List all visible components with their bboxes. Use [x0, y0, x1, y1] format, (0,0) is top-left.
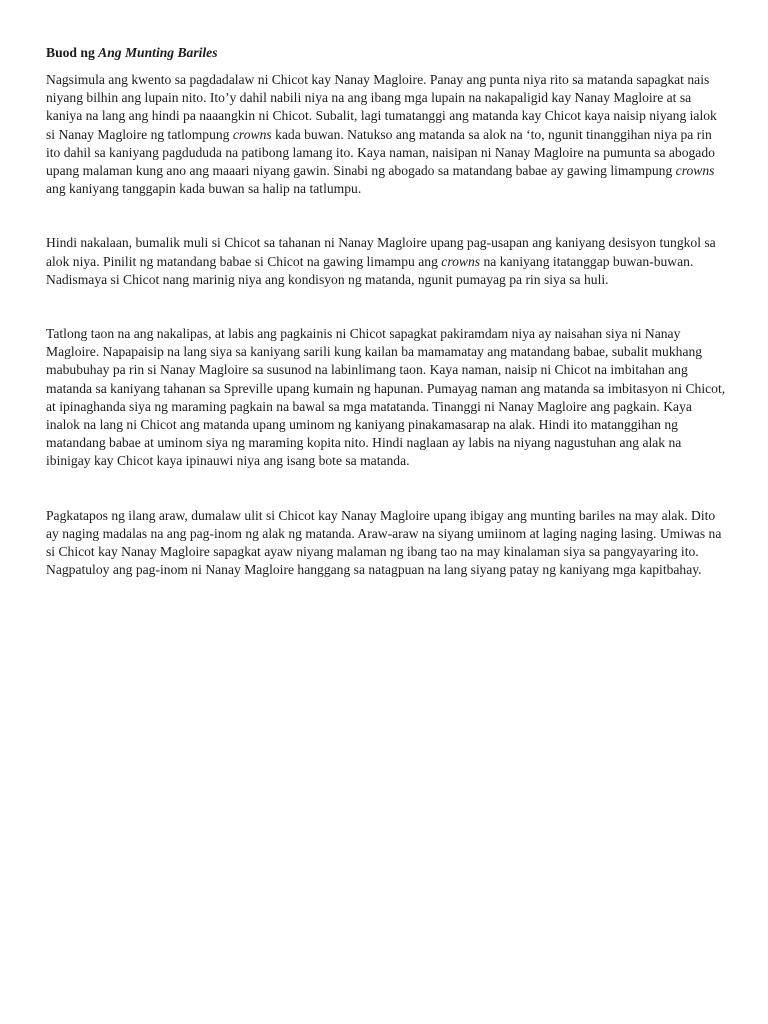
paragraph-3 [46, 325, 726, 471]
paragraph-text: kada buwan. Natukso ang matanda sa alok na ‘to, ngunit tinanggihan niya pa rin ito dahil sa kaniyang pagdududa na patibong lamang ito. Kaya naman, naisipan ni Nanay Magloire na pumunta sa abogado upang malaman kung ano ang maaari niyang gawin. Sinabi ng abogado sa matandang babae ay gawing limampung [46, 126, 715, 179]
italic-term: crowns [441, 253, 481, 269]
paragraph-2 [46, 234, 726, 289]
heading-title: Ang Munting Bariles [98, 45, 218, 60]
paragraph-spacer [46, 198, 726, 234]
document-heading [46, 44, 726, 62]
paragraph-spacer [46, 471, 726, 507]
paragraph-text: Tatlong taon na ang nakalipas, at labis ang pagkainis ni Chicot sapagkat pakiramdam niya ay naisahan siya ni Nanay Magloire. Napapaisip na lang siya sa kaniyang sarili kung kailan ba mamamatay ang matandang babae, subalit mukhang mabubuhay pa rin si Nanay Magloire sa susunod na labinlimang taon. Kaya naman, naisip ni Chicot na imbitahan ang matanda sa kaniyang tahanan sa Spreville upang kumain ng hapunan. Pumayag naman ang matanda sa imbitasyon ni Chicot, at ipinaghanda siya ng maraming pagkain na bawal sa mga matatanda. Tinanggi ni Nanay Magloire ang pagkain. Kaya inalok na lang ni Chicot ang matanda upang uminom ng kaniyang pinakamasarap na alak. Hindi ito matanggihan ng matandang babae at uminom siya ng maraming kopita nito. Hindi naglaan ay labis na niyang nagustuhan ang alak na ibinigay kay Chicot kaya ipinauwi niya ang isang bote sa matanda. [46, 326, 726, 469]
paragraph-text: Nagsimula ang kwento sa pagdadalaw ni Chicot kay Nanay Magloire. Panay ang punta niya rito sa matanda sapagkat nais niyang bilhin ang lupain nito. Ito’y dahil nabili niya na ang ibang mga lupain na nakapaligid kay Nanay Magloire at sa kaniya na lang ang hindi pa naaangkin ni Chicot. Subalit, lagi tumatanggi ang matanda kay Chicot kaya naisip niyang ialok si Nanay Magloire ng tatlompung [46, 72, 717, 142]
paragraph-text: ang kaniyang tanggapin kada buwan sa halip na tatlumpu. [46, 181, 362, 197]
document-body [46, 44, 726, 579]
paragraph-4 [46, 507, 726, 580]
paragraph-spacer [46, 289, 726, 325]
paragraph-text: Pagkatapos ng ilang araw, dumalaw ulit si Chicot kay Nanay Magloire upang ibigay ang munting bariles na may alak. Dito ay naging madalas na ang pag-inom ng alak ng matanda. Araw-araw na siyang umiinom at laging naging lasing. Umiwas na si Chicot kay Nanay Magloire sapagkat ayaw niyang malaman ng ibang tao na may kinalaman siya sa pangyayaring ito. Nagpatuloy ang pag-inom ni Nanay Magloire hanggang sa natagpuan na lang siyang patay ng kaniyang mga kapitbahay. [46, 507, 722, 578]
paragraph-1 [46, 71, 726, 198]
italic-term: crowns [675, 163, 715, 179]
paragraph-text: na kaniyang itatanggap buwan-buwan. Nadismaya si Chicot nang marinig niya ang kondisyon ng matanda, ngunit pumayag pa rin siya sa huli. [46, 253, 694, 287]
paragraph-text: Hindi nakalaan, bumalik muli si Chicot sa tahanan ni Nanay Magloire upang pag-usapan ang kaniyang desisyon tungkol sa alok niya. Pinilit ng matandang babae si Chicot na gawing limampu ang [46, 235, 716, 269]
heading-prefix: Buod ng [46, 45, 99, 60]
italic-term: crowns [232, 126, 272, 142]
